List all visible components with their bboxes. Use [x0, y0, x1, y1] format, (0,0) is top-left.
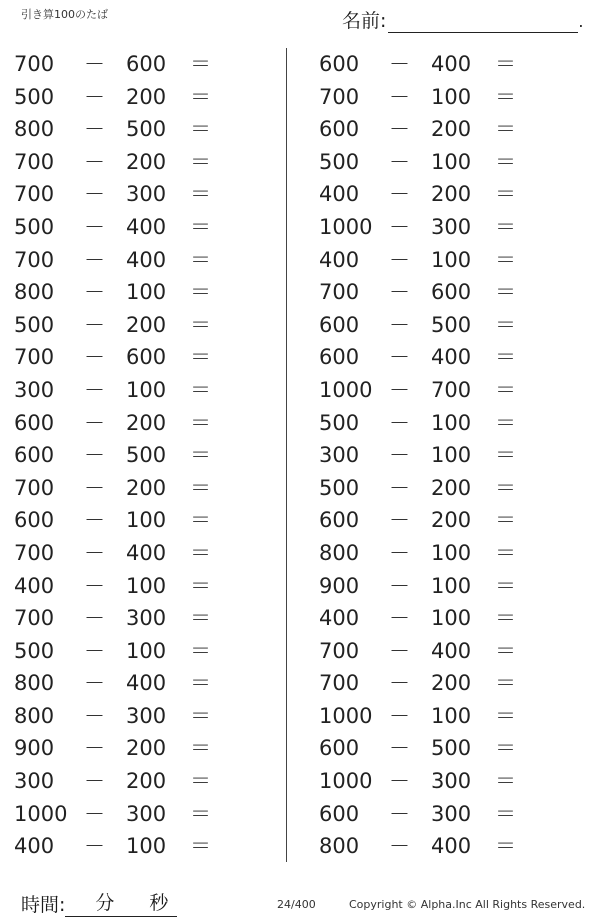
- minus-sign: －: [389, 117, 410, 142]
- equals-sign: ＝: [495, 475, 516, 500]
- equals-sign: ＝: [190, 703, 211, 728]
- equals-sign: ＝: [495, 377, 516, 402]
- subtrahend: 200: [431, 508, 472, 533]
- right-problem-column: [319, 48, 579, 863]
- problem-row: [14, 830, 274, 863]
- minus-sign: －: [389, 508, 410, 533]
- minuend: 600: [319, 52, 360, 76]
- equals-sign: ＝: [495, 703, 516, 728]
- problem-row: [319, 667, 579, 700]
- subtrahend: 700: [431, 377, 472, 402]
- subtrahend: 600: [126, 345, 167, 370]
- problem-row: [14, 48, 274, 81]
- problem-row: [14, 113, 274, 146]
- minuend: 500: [319, 475, 360, 500]
- problem-row: [319, 472, 579, 505]
- equals-sign: ＝: [495, 736, 516, 761]
- subtrahend: 100: [431, 247, 472, 272]
- equals-sign: ＝: [495, 280, 516, 305]
- problem-row: [319, 537, 579, 570]
- equals-sign: ＝: [190, 475, 211, 500]
- subtrahend: 400: [431, 834, 472, 859]
- minuend: 600: [319, 801, 360, 826]
- minus-sign: －: [84, 117, 105, 142]
- minuend: 400: [319, 182, 360, 207]
- worksheet-title: 引き算100のたば: [21, 8, 108, 21]
- minus-sign: －: [389, 247, 410, 272]
- minuend: 400: [319, 247, 360, 272]
- minuend: 500: [14, 214, 55, 239]
- equals-sign: ＝: [190, 410, 211, 435]
- minus-sign: －: [389, 703, 410, 728]
- problem-row: [14, 700, 274, 733]
- minuend: 600: [14, 410, 55, 435]
- subtrahend: 200: [431, 182, 472, 207]
- subtrahend: 200: [126, 475, 167, 500]
- equals-sign: ＝: [495, 84, 516, 109]
- minus-sign: －: [389, 638, 410, 663]
- minus-sign: －: [84, 280, 105, 305]
- minus-sign: －: [84, 312, 105, 337]
- minus-sign: －: [389, 52, 410, 76]
- problem-row: [14, 602, 274, 635]
- minuend: 600: [14, 508, 55, 533]
- problem-row: [319, 341, 579, 374]
- minus-sign: －: [389, 671, 410, 696]
- minus-sign: －: [389, 149, 410, 174]
- minus-sign: －: [389, 606, 410, 631]
- subtrahend: 300: [126, 182, 167, 207]
- equals-sign: ＝: [495, 182, 516, 207]
- minus-sign: －: [84, 475, 105, 500]
- equals-sign: ＝: [190, 606, 211, 631]
- equals-sign: ＝: [190, 443, 211, 468]
- equals-sign: ＝: [190, 638, 211, 663]
- minuend: 1000: [319, 769, 373, 794]
- minus-sign: －: [389, 834, 410, 859]
- minus-sign: －: [84, 84, 105, 109]
- equals-sign: ＝: [190, 671, 211, 696]
- minuend: 1000: [319, 214, 373, 239]
- equals-sign: ＝: [495, 52, 516, 76]
- subtrahend: 400: [431, 638, 472, 663]
- minuend: 700: [319, 280, 360, 305]
- subtrahend: 500: [126, 117, 167, 142]
- minus-sign: －: [84, 443, 105, 468]
- minus-sign: －: [84, 377, 105, 402]
- subtrahend: 100: [126, 280, 167, 305]
- problem-row: [14, 439, 274, 472]
- problem-row: [14, 374, 274, 407]
- minuend: 700: [14, 182, 55, 207]
- subtrahend: 300: [126, 801, 167, 826]
- copyright-notice: Copyright © Alpha.Inc All Rights Reserved.: [349, 898, 586, 911]
- subtrahend: 100: [126, 834, 167, 859]
- problem-row: [319, 439, 579, 472]
- minus-sign: －: [84, 703, 105, 728]
- minuend: 800: [14, 703, 55, 728]
- problem-row: [319, 244, 579, 277]
- problem-row: [14, 244, 274, 277]
- equals-sign: ＝: [495, 671, 516, 696]
- subtrahend: 100: [126, 638, 167, 663]
- name-label: 名前:: [342, 10, 387, 32]
- column-divider: [286, 48, 287, 862]
- subtrahend: 500: [431, 312, 472, 337]
- problem-row: [319, 178, 579, 211]
- problem-row: [319, 407, 579, 440]
- equals-sign: ＝: [495, 312, 516, 337]
- minus-sign: －: [84, 671, 105, 696]
- subtrahend: 300: [126, 606, 167, 631]
- minus-sign: －: [389, 410, 410, 435]
- equals-sign: ＝: [190, 312, 211, 337]
- problem-row: [14, 472, 274, 505]
- minuend: 900: [319, 573, 360, 598]
- subtrahend: 300: [431, 801, 472, 826]
- subtrahend: 100: [126, 377, 167, 402]
- minuend: 300: [319, 443, 360, 468]
- minus-sign: －: [389, 769, 410, 794]
- minus-sign: －: [84, 410, 105, 435]
- equals-sign: ＝: [495, 769, 516, 794]
- subtrahend: 100: [431, 410, 472, 435]
- subtrahend: 100: [431, 540, 472, 565]
- subtrahend: 300: [431, 769, 472, 794]
- minuend: 700: [14, 52, 55, 76]
- subtrahend: 100: [431, 443, 472, 468]
- minus-sign: －: [389, 345, 410, 370]
- problem-row: [14, 570, 274, 603]
- minus-sign: －: [389, 84, 410, 109]
- equals-sign: ＝: [190, 214, 211, 239]
- minuend: 1000: [319, 377, 373, 402]
- subtrahend: 100: [431, 606, 472, 631]
- subtrahend: 200: [126, 312, 167, 337]
- equals-sign: ＝: [190, 801, 211, 826]
- subtrahend: 400: [126, 247, 167, 272]
- name-write-line: [388, 12, 578, 33]
- minus-sign: －: [389, 377, 410, 402]
- minuend: 800: [14, 671, 55, 696]
- minus-sign: －: [84, 736, 105, 761]
- minuend: 600: [319, 345, 360, 370]
- minuend: 400: [319, 606, 360, 631]
- left-problem-column: [14, 48, 274, 863]
- subtrahend: 400: [126, 671, 167, 696]
- minuend: 700: [319, 671, 360, 696]
- subtrahend: 200: [126, 769, 167, 794]
- minuend: 500: [14, 84, 55, 109]
- minus-sign: －: [389, 736, 410, 761]
- minus-sign: －: [389, 801, 410, 826]
- subtrahend: 200: [431, 117, 472, 142]
- problem-row: [319, 570, 579, 603]
- subtrahend: 400: [431, 345, 472, 370]
- minuend: 700: [14, 540, 55, 565]
- equals-sign: ＝: [495, 214, 516, 239]
- problem-row: [14, 178, 274, 211]
- problem-row: [14, 211, 274, 244]
- equals-sign: ＝: [495, 410, 516, 435]
- minus-sign: －: [84, 182, 105, 207]
- problem-row: [14, 81, 274, 114]
- minus-sign: －: [84, 247, 105, 272]
- minus-sign: －: [389, 573, 410, 598]
- equals-sign: ＝: [190, 149, 211, 174]
- minuend: 600: [319, 117, 360, 142]
- subtrahend: 200: [126, 410, 167, 435]
- problem-row: [14, 798, 274, 831]
- problem-row: [319, 276, 579, 309]
- equals-sign: ＝: [190, 736, 211, 761]
- subtrahend: 500: [431, 736, 472, 761]
- problem-row: [319, 374, 579, 407]
- problem-row: [319, 732, 579, 765]
- seconds-label: 秒: [149, 892, 169, 914]
- problem-row: [14, 309, 274, 342]
- subtrahend: 100: [431, 703, 472, 728]
- minuend: 400: [14, 573, 55, 598]
- equals-sign: ＝: [190, 573, 211, 598]
- minuend: 600: [319, 736, 360, 761]
- problem-row: [319, 113, 579, 146]
- minuend: 300: [14, 377, 55, 402]
- minus-sign: －: [389, 443, 410, 468]
- minus-sign: －: [84, 149, 105, 174]
- subtrahend: 500: [126, 443, 167, 468]
- problem-row: [14, 635, 274, 668]
- problem-row: [14, 667, 274, 700]
- equals-sign: ＝: [495, 801, 516, 826]
- minuend: 800: [319, 834, 360, 859]
- minus-sign: －: [389, 475, 410, 500]
- equals-sign: ＝: [495, 606, 516, 631]
- problem-row: [319, 81, 579, 114]
- name-field: [342, 6, 584, 33]
- minus-sign: －: [84, 214, 105, 239]
- minus-sign: －: [389, 540, 410, 565]
- equals-sign: ＝: [190, 377, 211, 402]
- subtrahend: 200: [431, 475, 472, 500]
- minus-sign: －: [84, 638, 105, 663]
- problem-row: [14, 407, 274, 440]
- minus-sign: －: [389, 312, 410, 337]
- minuend: 500: [319, 149, 360, 174]
- problem-row: [319, 211, 579, 244]
- subtrahend: 600: [126, 52, 167, 76]
- minuend: 900: [14, 736, 55, 761]
- subtrahend: 100: [431, 573, 472, 598]
- equals-sign: ＝: [190, 182, 211, 207]
- minuend: 1000: [14, 801, 68, 826]
- problem-row: [319, 504, 579, 537]
- minuend: 700: [14, 475, 55, 500]
- subtrahend: 600: [431, 280, 472, 305]
- equals-sign: ＝: [495, 247, 516, 272]
- equals-sign: ＝: [190, 769, 211, 794]
- minuend: 700: [14, 149, 55, 174]
- minuend: 700: [14, 345, 55, 370]
- problem-row: [14, 276, 274, 309]
- minus-sign: －: [84, 52, 105, 76]
- equals-sign: ＝: [190, 540, 211, 565]
- minuend: 600: [319, 312, 360, 337]
- equals-sign: ＝: [495, 638, 516, 663]
- equals-sign: ＝: [495, 834, 516, 859]
- equals-sign: ＝: [190, 280, 211, 305]
- problem-row: [14, 146, 274, 179]
- minus-sign: －: [84, 801, 105, 826]
- problem-row: [319, 700, 579, 733]
- minuend: 600: [319, 508, 360, 533]
- subtrahend: 100: [431, 149, 472, 174]
- minus-sign: －: [389, 214, 410, 239]
- problem-row: [14, 341, 274, 374]
- minus-sign: －: [389, 182, 410, 207]
- equals-sign: ＝: [495, 573, 516, 598]
- minus-sign: －: [84, 769, 105, 794]
- minuend: 800: [319, 540, 360, 565]
- problem-row: [319, 635, 579, 668]
- minuend: 400: [14, 834, 55, 859]
- subtrahend: 400: [126, 540, 167, 565]
- problem-row: [319, 146, 579, 179]
- minuend: 500: [14, 312, 55, 337]
- problem-row: [319, 48, 579, 81]
- equals-sign: ＝: [495, 149, 516, 174]
- page-number: 24/400: [277, 898, 316, 911]
- minuend: 1000: [319, 703, 373, 728]
- problem-row: [14, 765, 274, 798]
- problem-row: [319, 602, 579, 635]
- equals-sign: ＝: [495, 117, 516, 142]
- subtrahend: 300: [431, 214, 472, 239]
- problem-row: [319, 798, 579, 831]
- subtrahend: 200: [126, 149, 167, 174]
- minuend: 600: [14, 443, 55, 468]
- minuend: 700: [14, 606, 55, 631]
- subtrahend: 400: [126, 214, 167, 239]
- problem-row: [319, 765, 579, 798]
- minus-sign: －: [84, 573, 105, 598]
- equals-sign: ＝: [495, 443, 516, 468]
- time-field: [21, 890, 177, 917]
- minuend: 800: [14, 280, 55, 305]
- problem-row: [319, 830, 579, 863]
- problem-row: [14, 537, 274, 570]
- problem-row: [14, 732, 274, 765]
- equals-sign: ＝: [495, 508, 516, 533]
- subtrahend: 100: [431, 84, 472, 109]
- minuend: 700: [319, 84, 360, 109]
- minutes-label: 分: [95, 892, 115, 914]
- minuend: 500: [14, 638, 55, 663]
- equals-sign: ＝: [190, 345, 211, 370]
- equals-sign: ＝: [190, 834, 211, 859]
- minus-sign: －: [84, 508, 105, 533]
- name-end-mark: .: [578, 12, 584, 31]
- subtrahend: 100: [126, 508, 167, 533]
- subtrahend: 200: [126, 736, 167, 761]
- minuend: 500: [319, 410, 360, 435]
- minus-sign: －: [84, 540, 105, 565]
- minuend: 300: [14, 769, 55, 794]
- subtrahend: 300: [126, 703, 167, 728]
- equals-sign: ＝: [495, 345, 516, 370]
- minuend: 700: [319, 638, 360, 663]
- problem-row: [319, 309, 579, 342]
- subtrahend: 100: [126, 573, 167, 598]
- problem-row: [14, 504, 274, 537]
- equals-sign: ＝: [190, 52, 211, 76]
- minuend: 700: [14, 247, 55, 272]
- minuend: 800: [14, 117, 55, 142]
- minus-sign: －: [84, 345, 105, 370]
- minus-sign: －: [389, 280, 410, 305]
- minus-sign: －: [84, 834, 105, 859]
- equals-sign: ＝: [190, 117, 211, 142]
- time-write-line: [65, 894, 177, 917]
- time-label: 時間:: [21, 894, 66, 916]
- equals-sign: ＝: [495, 540, 516, 565]
- subtrahend: 200: [431, 671, 472, 696]
- subtrahend: 200: [126, 84, 167, 109]
- minus-sign: －: [84, 606, 105, 631]
- equals-sign: ＝: [190, 84, 211, 109]
- subtrahend: 400: [431, 52, 472, 76]
- equals-sign: ＝: [190, 247, 211, 272]
- equals-sign: ＝: [190, 508, 211, 533]
